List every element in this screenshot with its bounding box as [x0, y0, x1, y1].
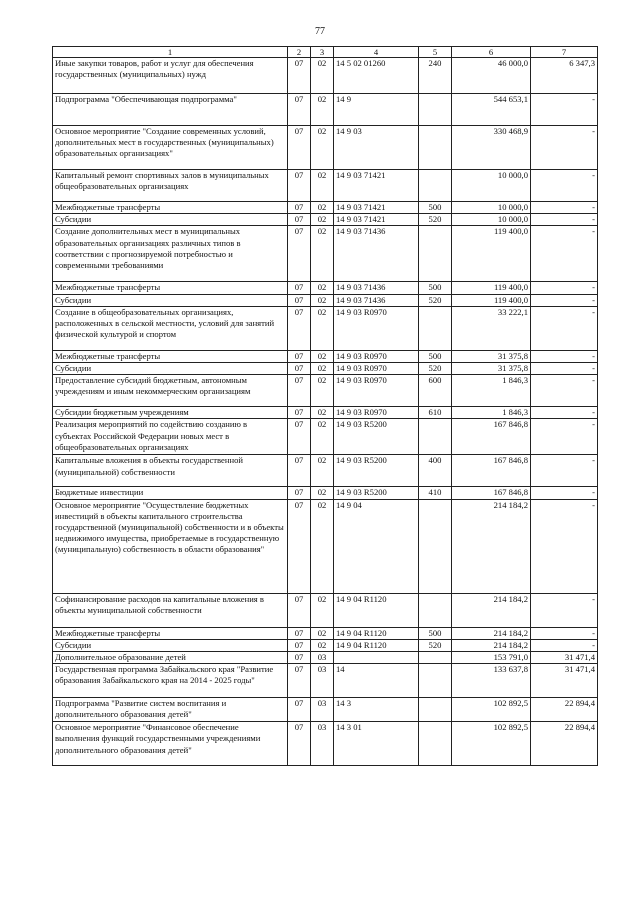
- cell-expense-type: 410: [419, 487, 452, 499]
- cell-subsection: 02: [311, 639, 334, 651]
- cell-section: 07: [288, 202, 311, 214]
- cell-subsection: 03: [311, 698, 334, 722]
- cell-expense-type: [419, 593, 452, 627]
- table-row: [53, 363, 598, 375]
- table-row: [53, 202, 598, 214]
- cell-expense-type: [419, 499, 452, 593]
- table-row: [53, 698, 598, 722]
- cell-amount: 153 791,0: [452, 652, 531, 664]
- cell-amount: 31 375,8: [452, 363, 531, 375]
- cell-section: 07: [288, 282, 311, 294]
- cell-amount-federal: 31 471,4: [531, 652, 598, 664]
- cell-target-article: 14 9 03 R5200: [334, 419, 419, 455]
- cell-description: Основное мероприятие "Финансовое обеспечение выполнения функций государственными учреждениями дополнительного образования детей": [53, 722, 288, 766]
- cell-amount: 10 000,0: [452, 202, 531, 214]
- cell-subsection: 02: [311, 294, 334, 306]
- cell-amount: 31 375,8: [452, 350, 531, 362]
- cell-amount-federal: -: [531, 593, 598, 627]
- cell-subsection: 02: [311, 58, 334, 94]
- cell-description: Подпрограмма "Обеспечивающая подпрограмма": [53, 94, 288, 126]
- cell-description: Субсидии: [53, 639, 288, 651]
- table-row: [53, 126, 598, 170]
- cell-section: 07: [288, 226, 311, 282]
- cell-description: Создание в общеобразовательных организациях, расположенных в сельской местности, условий для занятий физической культурой и спортом: [53, 306, 288, 350]
- header-col-1: 1: [53, 47, 288, 58]
- cell-expense-type: [419, 419, 452, 455]
- cell-expense-type: 500: [419, 202, 452, 214]
- cell-amount: 1 846,3: [452, 375, 531, 407]
- cell-section: 07: [288, 375, 311, 407]
- cell-target-article: [334, 652, 419, 664]
- cell-expense-type: [419, 652, 452, 664]
- cell-amount-federal: -: [531, 170, 598, 202]
- cell-amount-federal: -: [531, 306, 598, 350]
- cell-amount-federal: -: [531, 294, 598, 306]
- cell-section: 07: [288, 363, 311, 375]
- table-row: [53, 350, 598, 362]
- cell-expense-type: 520: [419, 294, 452, 306]
- cell-target-article: 14: [334, 664, 419, 698]
- table-row: [53, 58, 598, 94]
- cell-expense-type: 600: [419, 375, 452, 407]
- table-row: [53, 94, 598, 126]
- header-col-2: 2: [288, 47, 311, 58]
- cell-description: Основное мероприятие "Создание современных условий, дополнительных мест в государственных (муниципальных) образовательных организациях": [53, 126, 288, 170]
- cell-section: 07: [288, 698, 311, 722]
- cell-amount-federal: -: [531, 487, 598, 499]
- cell-expense-type: 520: [419, 639, 452, 651]
- cell-subsection: 03: [311, 722, 334, 766]
- cell-amount-federal: -: [531, 375, 598, 407]
- cell-expense-type: 520: [419, 363, 452, 375]
- cell-amount-federal: -: [531, 350, 598, 362]
- cell-amount: 102 892,5: [452, 698, 531, 722]
- cell-target-article: 14 5 02 01260: [334, 58, 419, 94]
- cell-description: Субсидии: [53, 363, 288, 375]
- cell-amount-federal: -: [531, 126, 598, 170]
- cell-target-article: 14 9 03 R5200: [334, 455, 419, 487]
- cell-subsection: 02: [311, 226, 334, 282]
- cell-section: 07: [288, 499, 311, 593]
- cell-amount-federal: -: [531, 627, 598, 639]
- cell-expense-type: 610: [419, 407, 452, 419]
- cell-subsection: 02: [311, 455, 334, 487]
- cell-target-article: 14 9 04 R1120: [334, 593, 419, 627]
- cell-amount: 330 468,9: [452, 126, 531, 170]
- cell-section: 07: [288, 627, 311, 639]
- cell-description: Межбюджетные трансферты: [53, 282, 288, 294]
- cell-target-article: 14 3: [334, 698, 419, 722]
- cell-description: Межбюджетные трансферты: [53, 350, 288, 362]
- cell-section: 07: [288, 664, 311, 698]
- cell-section: 07: [288, 94, 311, 126]
- table-row: [53, 639, 598, 651]
- cell-amount-federal: 22 894,4: [531, 698, 598, 722]
- header-col-6: 6: [452, 47, 531, 58]
- cell-subsection: 02: [311, 170, 334, 202]
- cell-description: Субсидии: [53, 294, 288, 306]
- cell-amount: 214 184,2: [452, 639, 531, 651]
- cell-target-article: 14 9 03 71421: [334, 202, 419, 214]
- cell-description: Межбюджетные трансферты: [53, 627, 288, 639]
- cell-expense-type: [419, 722, 452, 766]
- cell-amount: 133 637,8: [452, 664, 531, 698]
- table-row: [53, 407, 598, 419]
- cell-description: Дополнительное образование детей: [53, 652, 288, 664]
- cell-target-article: 14 3 01: [334, 722, 419, 766]
- header-col-7: 7: [531, 47, 598, 58]
- cell-section: 07: [288, 294, 311, 306]
- cell-section: 07: [288, 722, 311, 766]
- cell-amount: 167 846,8: [452, 487, 531, 499]
- cell-target-article: 14 9 03 R0970: [334, 407, 419, 419]
- cell-amount-federal: -: [531, 407, 598, 419]
- cell-description: Реализация мероприятий по содействию созданию в субъектах Российской Федерации новых мест в общеобразовательных организациях: [53, 419, 288, 455]
- table-row: [53, 294, 598, 306]
- cell-amount: 119 400,0: [452, 282, 531, 294]
- cell-subsection: 02: [311, 487, 334, 499]
- cell-amount: 119 400,0: [452, 294, 531, 306]
- cell-expense-type: [419, 664, 452, 698]
- cell-subsection: 02: [311, 214, 334, 226]
- cell-amount-federal: -: [531, 419, 598, 455]
- cell-description: Подпрограмма "Развитие систем воспитания и дополнительного образования детей": [53, 698, 288, 722]
- table-row: [53, 226, 598, 282]
- cell-section: 07: [288, 419, 311, 455]
- cell-amount-federal: -: [531, 455, 598, 487]
- cell-subsection: 02: [311, 306, 334, 350]
- cell-subsection: 02: [311, 94, 334, 126]
- cell-amount: 119 400,0: [452, 226, 531, 282]
- cell-expense-type: 520: [419, 214, 452, 226]
- cell-amount: 167 846,8: [452, 455, 531, 487]
- cell-amount: 214 184,2: [452, 627, 531, 639]
- cell-subsection: 02: [311, 350, 334, 362]
- cell-section: 07: [288, 487, 311, 499]
- table-row: [53, 664, 598, 698]
- table-row: [53, 627, 598, 639]
- table-row: [53, 282, 598, 294]
- cell-amount: 102 892,5: [452, 722, 531, 766]
- cell-subsection: 02: [311, 407, 334, 419]
- cell-subsection: 02: [311, 282, 334, 294]
- page-number: 77: [315, 26, 325, 37]
- cell-target-article: 14 9 03 71436: [334, 226, 419, 282]
- cell-amount: 46 000,0: [452, 58, 531, 94]
- cell-description: Межбюджетные трансферты: [53, 202, 288, 214]
- cell-subsection: 03: [311, 652, 334, 664]
- table-row: [53, 170, 598, 202]
- cell-target-article: 14 9 03 71436: [334, 294, 419, 306]
- cell-amount-federal: -: [531, 499, 598, 593]
- cell-target-article: 14 9 03: [334, 126, 419, 170]
- cell-section: 07: [288, 455, 311, 487]
- cell-target-article: 14 9 03 71421: [334, 170, 419, 202]
- cell-subsection: 02: [311, 419, 334, 455]
- header-col-4: 4: [334, 47, 419, 58]
- header-col-5: 5: [419, 47, 452, 58]
- table-row: [53, 455, 598, 487]
- cell-amount: 214 184,2: [452, 499, 531, 593]
- cell-subsection: 02: [311, 363, 334, 375]
- header-col-3: 3: [311, 47, 334, 58]
- cell-amount-federal: -: [531, 226, 598, 282]
- cell-target-article: 14 9 03 R0970: [334, 375, 419, 407]
- cell-expense-type: [419, 126, 452, 170]
- cell-description: Капитальные вложения в объекты государственной (муниципальной) собственности: [53, 455, 288, 487]
- cell-amount: 10 000,0: [452, 214, 531, 226]
- budget-table: [52, 46, 598, 766]
- cell-target-article: 14 9 03 71436: [334, 282, 419, 294]
- cell-amount-federal: -: [531, 202, 598, 214]
- table-row: [53, 499, 598, 593]
- cell-section: 07: [288, 214, 311, 226]
- cell-expense-type: 500: [419, 627, 452, 639]
- table-row: [53, 306, 598, 350]
- cell-section: 07: [288, 58, 311, 94]
- cell-amount-federal: -: [531, 363, 598, 375]
- cell-section: 07: [288, 593, 311, 627]
- cell-section: 07: [288, 350, 311, 362]
- cell-amount: 167 846,8: [452, 419, 531, 455]
- cell-expense-type: 500: [419, 282, 452, 294]
- cell-description: Капитальный ремонт спортивных залов в муниципальных общеобразовательных организациях: [53, 170, 288, 202]
- cell-section: 07: [288, 407, 311, 419]
- cell-target-article: 14 9 04: [334, 499, 419, 593]
- cell-section: 07: [288, 170, 311, 202]
- cell-description: Бюджетные инвестиции: [53, 487, 288, 499]
- cell-amount: 544 653,1: [452, 94, 531, 126]
- cell-amount-federal: -: [531, 94, 598, 126]
- cell-subsection: 03: [311, 664, 334, 698]
- table-row: [53, 214, 598, 226]
- cell-subsection: 02: [311, 593, 334, 627]
- header-row: [53, 47, 598, 58]
- cell-target-article: 14 9 03 R0970: [334, 363, 419, 375]
- cell-amount-federal: -: [531, 282, 598, 294]
- cell-section: 07: [288, 639, 311, 651]
- cell-description: Государственная программа Забайкальского края "Развитие образования Забайкальского края на 2014 - 2025 годы": [53, 664, 288, 698]
- cell-expense-type: [419, 170, 452, 202]
- cell-target-article: 14 9 04 R1120: [334, 627, 419, 639]
- cell-subsection: 02: [311, 126, 334, 170]
- cell-description: Софинансирование расходов на капитальные вложения в объекты муниципальной собственности: [53, 593, 288, 627]
- cell-section: 07: [288, 126, 311, 170]
- cell-section: 07: [288, 306, 311, 350]
- cell-amount: 33 222,1: [452, 306, 531, 350]
- table-row: [53, 593, 598, 627]
- cell-section: 07: [288, 652, 311, 664]
- cell-subsection: 02: [311, 202, 334, 214]
- table-row: [53, 375, 598, 407]
- cell-expense-type: 500: [419, 350, 452, 362]
- cell-description: Иные закупки товаров, работ и услуг для обеспечения государственных (муниципальных) нужд: [53, 58, 288, 94]
- cell-description: Создание дополнительных мест в муниципальных образовательных организациях различных типов в соответствии с прогнозируемой потребностью и современными требованиями: [53, 226, 288, 282]
- cell-amount-federal: 22 894,4: [531, 722, 598, 766]
- cell-description: Основное мероприятие "Осуществление бюджетных инвестиций в объекты капитального строительства государственной (муниципальной) собственности и в объекты недвижимого имущества, приобретаемые в государственную (муниципальную) собственность в области образования": [53, 499, 288, 593]
- cell-amount-federal: 31 471,4: [531, 664, 598, 698]
- cell-expense-type: [419, 306, 452, 350]
- cell-target-article: 14 9: [334, 94, 419, 126]
- table-row: [53, 722, 598, 766]
- cell-amount: 10 000,0: [452, 170, 531, 202]
- cell-description: Субсидии бюджетным учреждениям: [53, 407, 288, 419]
- cell-expense-type: [419, 698, 452, 722]
- cell-expense-type: 400: [419, 455, 452, 487]
- cell-expense-type: [419, 226, 452, 282]
- cell-subsection: 02: [311, 499, 334, 593]
- cell-target-article: 14 9 03 71421: [334, 214, 419, 226]
- cell-target-article: 14 9 03 R0970: [334, 350, 419, 362]
- cell-expense-type: 240: [419, 58, 452, 94]
- cell-target-article: 14 9 03 R5200: [334, 487, 419, 499]
- table-row: [53, 652, 598, 664]
- cell-description: Предоставление субсидий бюджетным, автономным учреждениям и иным некоммерческим организациям: [53, 375, 288, 407]
- cell-target-article: 14 9 03 R0970: [334, 306, 419, 350]
- cell-subsection: 02: [311, 375, 334, 407]
- table-row: [53, 487, 598, 499]
- cell-target-article: 14 9 04 R1120: [334, 639, 419, 651]
- cell-description: Субсидии: [53, 214, 288, 226]
- cell-subsection: 02: [311, 627, 334, 639]
- cell-amount-federal: 6 347,3: [531, 58, 598, 94]
- cell-amount: 1 846,3: [452, 407, 531, 419]
- cell-amount: 214 184,2: [452, 593, 531, 627]
- cell-amount-federal: -: [531, 214, 598, 226]
- cell-expense-type: [419, 94, 452, 126]
- table-row: [53, 419, 598, 455]
- cell-amount-federal: -: [531, 639, 598, 651]
